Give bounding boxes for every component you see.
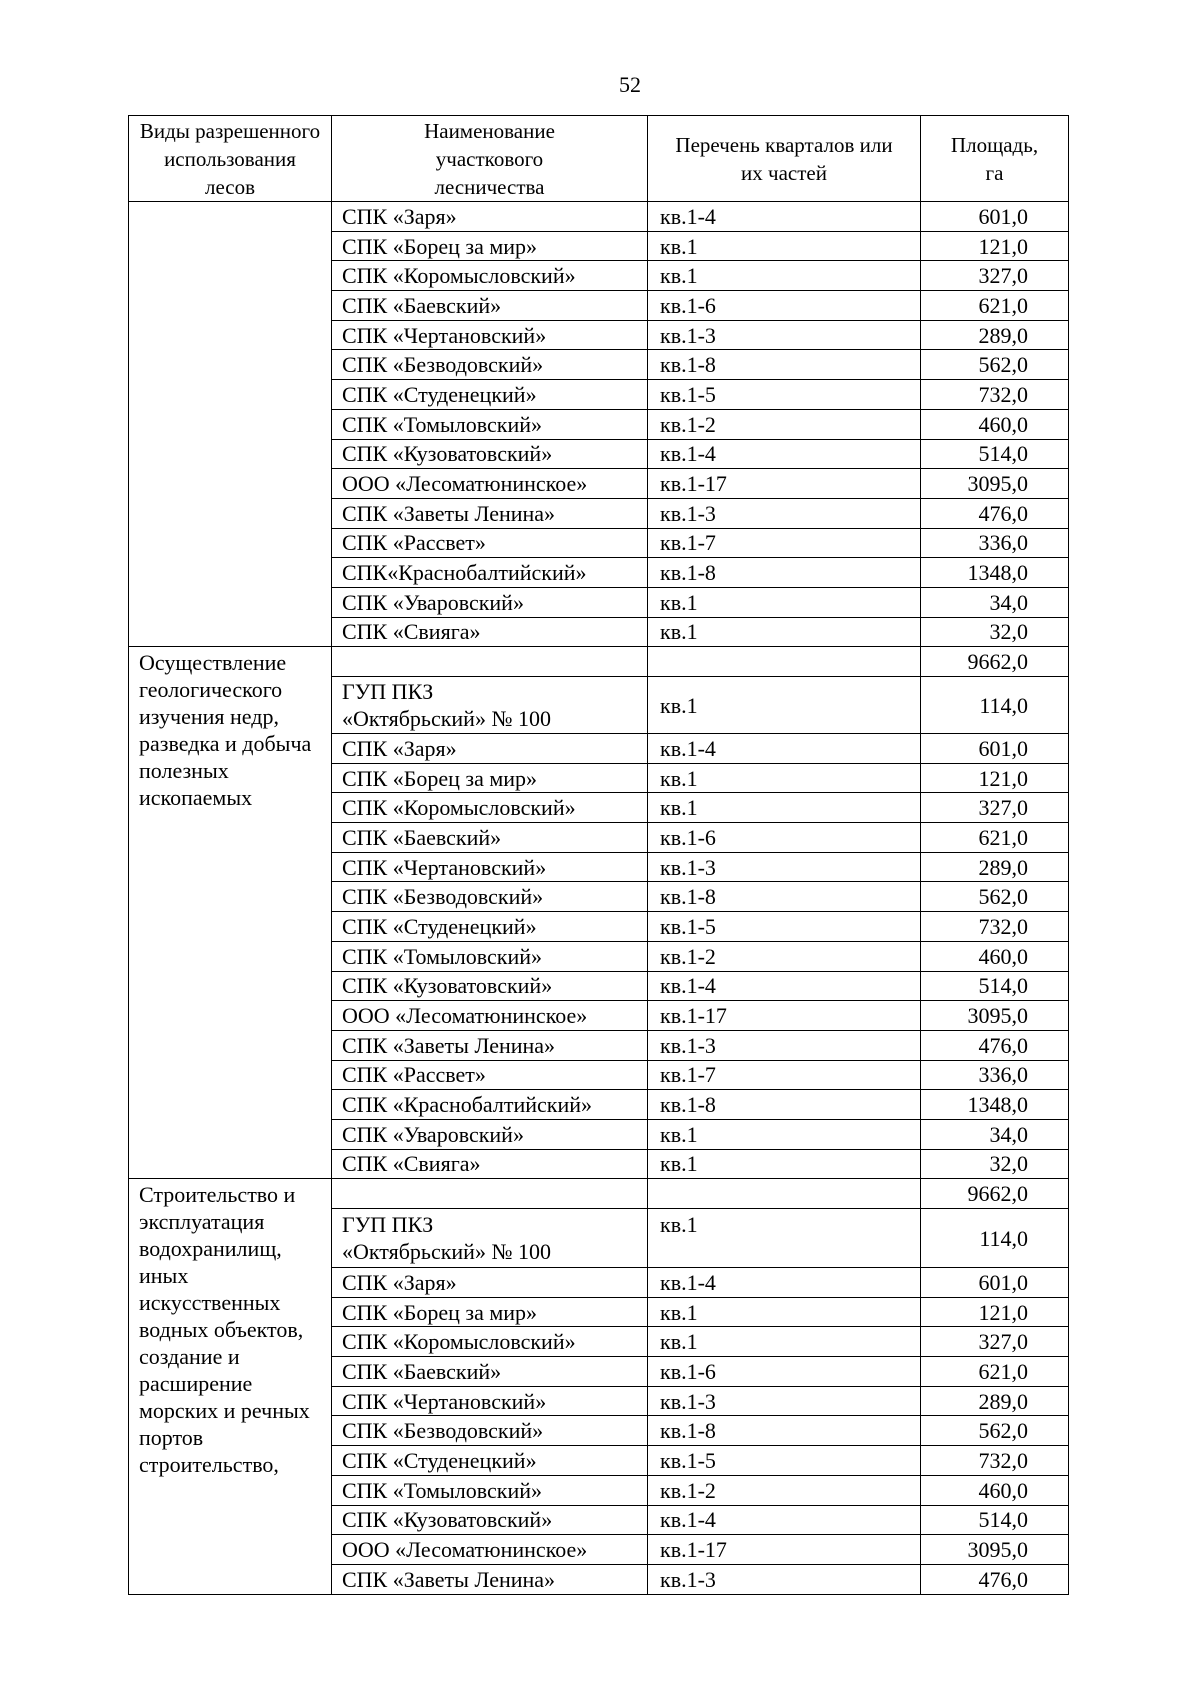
area-cell: 32,0: [921, 1149, 1069, 1179]
forestry-name: СПК «Рассвет»: [342, 530, 486, 556]
forestry-name: СПК «Рассвет»: [342, 1062, 486, 1088]
area-cell: 114,0: [921, 1209, 1069, 1268]
quarters-cell: кв.1: [648, 261, 921, 291]
forest-use-table: [128, 115, 1069, 1595]
area-cell: 460,0: [921, 941, 1069, 971]
forestry-name-cell: [332, 439, 648, 469]
area-cell: 336,0: [921, 528, 1069, 558]
forestry-name-cell: [332, 912, 648, 942]
forestry-name: ООО «Лесоматюнинское»: [342, 1003, 588, 1029]
quarters-cell: кв.1-2: [648, 409, 921, 439]
forestry-name-cell: [332, 1209, 648, 1268]
quarters-cell: кв.1-6: [648, 291, 921, 321]
quarters-cell: кв.1-8: [648, 350, 921, 380]
quarters-cell: кв.1-7: [648, 528, 921, 558]
forestry-name: СПК «Заветы Ленина»: [342, 1566, 556, 1592]
table-header: [129, 116, 1069, 202]
area-cell: 3095,0: [921, 1001, 1069, 1031]
forestry-name-cell: [332, 1386, 648, 1416]
forestry-name: СПК «Заря»: [342, 203, 457, 229]
forestry-name: СПК «Безводовский»: [342, 884, 544, 910]
quarters-cell: кв.1: [648, 677, 921, 734]
forestry-name-cell: [332, 261, 648, 291]
area-cell: 514,0: [921, 439, 1069, 469]
table-row: [129, 1179, 1069, 1209]
forestry-name-cell: [332, 941, 648, 971]
quarters-cell: кв.1-3: [648, 498, 921, 528]
area-cell: 621,0: [921, 823, 1069, 853]
forestry-name-cell: [332, 469, 648, 499]
quarters-cell: кв.1-8: [648, 558, 921, 588]
area-cell: 34,0: [921, 587, 1069, 617]
quarters-cell: кв.1: [648, 1209, 921, 1268]
forestry-name: СПК «Чертановский»: [342, 1388, 547, 1414]
forestry-name-cell: [332, 558, 648, 588]
area-cell: 601,0: [921, 1268, 1069, 1298]
header-quarters: Перечень кварталов или их частей: [648, 116, 921, 202]
forestry-name-cell: [332, 763, 648, 793]
forestry-name-cell: [332, 1416, 648, 1446]
forestry-name: СПК «Уваровский»: [342, 589, 524, 615]
quarters-cell: кв.1-17: [648, 1001, 921, 1031]
header-area: Площадь, га: [921, 116, 1069, 202]
quarters-cell: кв.1-4: [648, 1268, 921, 1298]
forestry-name: СПК «Студенецкий»: [342, 1447, 537, 1473]
forestry-name-cell: [332, 587, 648, 617]
forestry-name-cell: [332, 823, 648, 853]
forestry-name-cell: [332, 1357, 648, 1387]
forestry-name-cell: [332, 231, 648, 261]
forestry-name-cell: [332, 1535, 648, 1565]
forestry-name-cell: [332, 1001, 648, 1031]
quarters-cell: кв.1-17: [648, 1535, 921, 1565]
forestry-name-cell: [332, 528, 648, 558]
forestry-name-cell: [332, 734, 648, 764]
area-cell: 1348,0: [921, 1090, 1069, 1120]
quarters-cell: кв.1-6: [648, 1357, 921, 1387]
forestry-name-cell: [332, 1268, 648, 1298]
area-cell: 562,0: [921, 350, 1069, 380]
forestry-name-cell: [332, 793, 648, 823]
area-cell: 121,0: [921, 1297, 1069, 1327]
forestry-name: СПК «Заря»: [342, 735, 457, 761]
forestry-name: СПК «Уваровский»: [342, 1121, 524, 1147]
forestry-name-cell: [332, 320, 648, 350]
forestry-name-cell: [332, 291, 648, 321]
quarters-cell: [648, 1179, 921, 1209]
quarters-cell: кв.1: [648, 617, 921, 647]
area-cell: 289,0: [921, 852, 1069, 882]
forestry-name: СПК «Коромысловский»: [342, 1329, 576, 1355]
quarters-cell: кв.1-3: [648, 1030, 921, 1060]
area-cell: 732,0: [921, 912, 1069, 942]
forestry-name-cell: [332, 1179, 648, 1209]
quarters-cell: кв.1-5: [648, 380, 921, 410]
forestry-name: СПК «Краснобалтийский»: [342, 1092, 593, 1118]
forestry-name-cell: [332, 498, 648, 528]
forestry-name: ГУП ПКЗ: [342, 1212, 434, 1237]
forestry-name-cell: [332, 1119, 648, 1149]
area-cell: 114,0: [921, 677, 1069, 734]
forestry-name-cell: [332, 1060, 648, 1090]
forestry-name: СПК «Коромысловский»: [342, 795, 576, 821]
forestry-name-cell: [332, 1475, 648, 1505]
forestry-name-cell: [332, 1030, 648, 1060]
quarters-cell: кв.1-5: [648, 1446, 921, 1476]
forestry-name: СПК «Томыловский»: [342, 943, 543, 969]
forestry-name: СПК «Коромысловский»: [342, 263, 576, 289]
area-cell: 32,0: [921, 617, 1069, 647]
forestry-name-cell: [332, 677, 648, 734]
area-cell: 562,0: [921, 1416, 1069, 1446]
forestry-name-cell: [332, 1327, 648, 1357]
forestry-name-cell: [332, 1446, 648, 1476]
forestry-name-cell: [332, 852, 648, 882]
area-cell: 514,0: [921, 971, 1069, 1001]
quarters-cell: кв.1-3: [648, 320, 921, 350]
area-cell: 34,0: [921, 1119, 1069, 1149]
area-cell: 9662,0: [921, 647, 1069, 677]
quarters-cell: кв.1-3: [648, 1386, 921, 1416]
page-number: 52: [619, 72, 641, 97]
forestry-name: СПК «Свияга»: [342, 1151, 481, 1177]
forestry-name-cell: [332, 617, 648, 647]
forestry-name-cell: [332, 409, 648, 439]
forestry-name: СПК «Студенецкий»: [342, 913, 537, 939]
quarters-cell: кв.1-8: [648, 882, 921, 912]
quarters-cell: [648, 647, 921, 677]
header-name: Наименование участкового лесничества: [332, 116, 648, 202]
area-cell: 562,0: [921, 882, 1069, 912]
quarters-cell: кв.1-2: [648, 941, 921, 971]
quarters-cell: кв.1-4: [648, 971, 921, 1001]
forestry-name-cell: [332, 1090, 648, 1120]
quarters-cell: кв.1: [648, 1327, 921, 1357]
forestry-name: СПК «Заря»: [342, 1269, 457, 1295]
area-cell: 9662,0: [921, 1179, 1069, 1209]
forestry-name: СПК «Борец за мир»: [342, 765, 538, 791]
forestry-name-cell: [332, 380, 648, 410]
forestry-name: ГУП ПКЗ: [342, 679, 434, 704]
quarters-cell: кв.1: [648, 231, 921, 261]
quarters-cell: кв.1: [648, 1297, 921, 1327]
quarters-cell: кв.1-17: [648, 469, 921, 499]
forestry-name-cell: [332, 647, 648, 677]
quarters-cell: кв.1-8: [648, 1090, 921, 1120]
area-cell: 3095,0: [921, 469, 1069, 499]
forestry-name: СПК «Чертановский»: [342, 854, 547, 880]
forestry-name: ООО «Лесоматюнинское»: [342, 471, 588, 497]
forestry-name-cell: [332, 1564, 648, 1594]
quarters-cell: кв.1: [648, 1119, 921, 1149]
forestry-name: СПК «Борец за мир»: [342, 1299, 538, 1325]
forestry-name: СПК «Борец за мир»: [342, 233, 538, 259]
forestry-name-cell: [332, 882, 648, 912]
quarters-cell: кв.1-3: [648, 1564, 921, 1594]
area-cell: 289,0: [921, 1386, 1069, 1416]
area-cell: 601,0: [921, 734, 1069, 764]
forestry-name: СПК «Студенецкий»: [342, 381, 537, 407]
quarters-cell: кв.1-4: [648, 1505, 921, 1535]
quarters-cell: кв.1-2: [648, 1475, 921, 1505]
quarters-cell: кв.1-7: [648, 1060, 921, 1090]
forestry-name-line2: «Октябрьский» № 100: [342, 706, 551, 731]
quarters-cell: кв.1-5: [648, 912, 921, 942]
area-cell: 514,0: [921, 1505, 1069, 1535]
header-use: Виды разрешенного использования лесов: [129, 116, 332, 202]
area-cell: 1348,0: [921, 558, 1069, 588]
use-type-cell: Строительство и эксплуатация водохранилищ, иных искусственных водных объектов, создание и расширение морских и речных портов строительство,: [129, 1179, 332, 1594]
forestry-name: СПК «Чертановский»: [342, 322, 547, 348]
table-body: [129, 202, 1069, 1595]
area-cell: 460,0: [921, 1475, 1069, 1505]
quarters-cell: кв.1: [648, 1149, 921, 1179]
forestry-name-cell: [332, 1505, 648, 1535]
area-cell: 601,0: [921, 202, 1069, 232]
forestry-name: СПК «Кузоватовский»: [342, 441, 553, 467]
forestry-name: СПК «Баевский»: [342, 824, 502, 850]
forestry-name: СПК «Заветы Ленина»: [342, 1032, 556, 1058]
forestry-name: ООО «Лесоматюнинское»: [342, 1537, 588, 1563]
area-cell: 621,0: [921, 1357, 1069, 1387]
quarters-cell: кв.1-4: [648, 202, 921, 232]
forestry-name-line2: «Октябрьский» № 100: [342, 1239, 551, 1264]
forestry-name: СПК «Свияга»: [342, 619, 481, 645]
forestry-name-cell: [332, 1297, 648, 1327]
area-cell: 732,0: [921, 380, 1069, 410]
forestry-name: СПК «Баевский»: [342, 292, 502, 318]
area-cell: 476,0: [921, 1564, 1069, 1594]
quarters-cell: кв.1: [648, 763, 921, 793]
quarters-cell: кв.1: [648, 793, 921, 823]
forestry-name: СПК «Томыловский»: [342, 411, 543, 437]
area-cell: 621,0: [921, 291, 1069, 321]
quarters-cell: кв.1-6: [648, 823, 921, 853]
quarters-cell: кв.1: [648, 587, 921, 617]
quarters-cell: кв.1-4: [648, 734, 921, 764]
forestry-name: СПК«Краснобалтийский»: [342, 560, 587, 586]
forestry-name-cell: [332, 971, 648, 1001]
forestry-name: СПК «Кузоватовский»: [342, 973, 553, 999]
forestry-name: СПК «Кузоватовский»: [342, 1507, 553, 1533]
area-cell: 336,0: [921, 1060, 1069, 1090]
forestry-name-cell: [332, 350, 648, 380]
area-cell: 327,0: [921, 793, 1069, 823]
area-cell: 121,0: [921, 231, 1069, 261]
forestry-name-cell: [332, 202, 648, 232]
area-cell: 732,0: [921, 1446, 1069, 1476]
area-cell: 476,0: [921, 498, 1069, 528]
forestry-name: СПК «Безводовский»: [342, 352, 544, 378]
area-cell: 327,0: [921, 1327, 1069, 1357]
area-cell: 460,0: [921, 409, 1069, 439]
use-type-cell: Осуществление геологического изучения недр, разведка и добыча полезных ископаемых: [129, 647, 332, 1179]
forestry-name: СПК «Томыловский»: [342, 1477, 543, 1503]
quarters-cell: кв.1-8: [648, 1416, 921, 1446]
use-type-cell: [129, 202, 332, 647]
table-row: [129, 647, 1069, 677]
table-row: [129, 202, 1069, 232]
forestry-name: СПК «Безводовский»: [342, 1418, 544, 1444]
area-cell: 3095,0: [921, 1535, 1069, 1565]
forestry-name: СПК «Баевский»: [342, 1358, 502, 1384]
forestry-name-cell: [332, 1149, 648, 1179]
forestry-name: СПК «Заветы Ленина»: [342, 500, 556, 526]
area-cell: 289,0: [921, 320, 1069, 350]
area-cell: 476,0: [921, 1030, 1069, 1060]
quarters-cell: кв.1-3: [648, 852, 921, 882]
area-cell: 327,0: [921, 261, 1069, 291]
area-cell: 121,0: [921, 763, 1069, 793]
quarters-cell: кв.1-4: [648, 439, 921, 469]
